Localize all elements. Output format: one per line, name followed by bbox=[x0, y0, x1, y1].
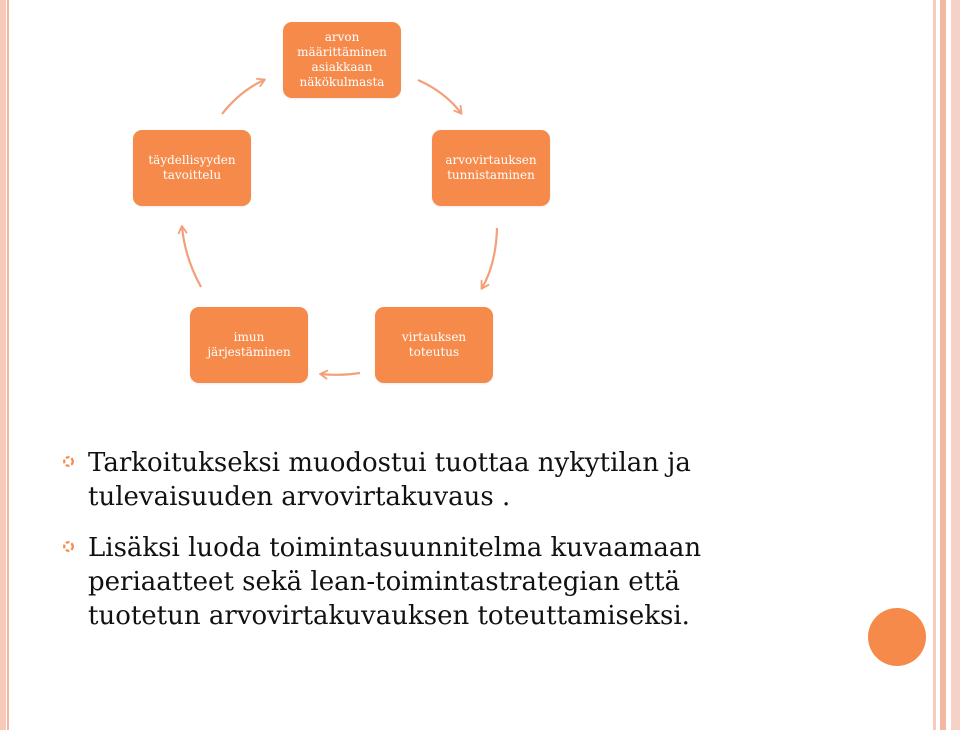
node-value-definition: arvon määrittäminen asiakkaan näkökulmasta bbox=[283, 22, 401, 98]
arrow-stream-to-flow bbox=[482, 228, 497, 288]
arrow-flow-to-pull bbox=[321, 373, 360, 375]
decorative-orange-circle bbox=[868, 608, 926, 666]
bullet-item-purpose bbox=[62, 446, 842, 514]
arrow-perfection-to-value bbox=[222, 80, 264, 114]
arrow-value-to-stream bbox=[418, 80, 461, 113]
ring-bullet-icon bbox=[62, 455, 75, 468]
node-value-stream-identification: arvovirtauksen tunnistaminen bbox=[432, 130, 550, 206]
arrow-pull-to-perfection bbox=[182, 227, 201, 287]
ring-bullet-icon bbox=[62, 540, 75, 553]
node-flow-implementation: virtauksen toteutus bbox=[375, 307, 493, 383]
node-pull-organization: imun järjestäminen bbox=[190, 307, 308, 383]
node-perfection: täydellisyyden tavoittelu bbox=[133, 130, 251, 206]
bullet-text-purpose: Tarkoitukseksi muodostui tuottaa nykytilan ja tulevaisuuden arvovirtakuvaus . bbox=[88, 448, 691, 512]
bullet-item-action-plan bbox=[62, 531, 842, 633]
bullet-text-action-plan: Lisäksi luoda toimintasuunnitelma kuvaamaan periaatteet sekä lean-toimintastrategian että tuotetun arvovirtakuvauksen toteuttamiseksi. bbox=[88, 533, 702, 631]
